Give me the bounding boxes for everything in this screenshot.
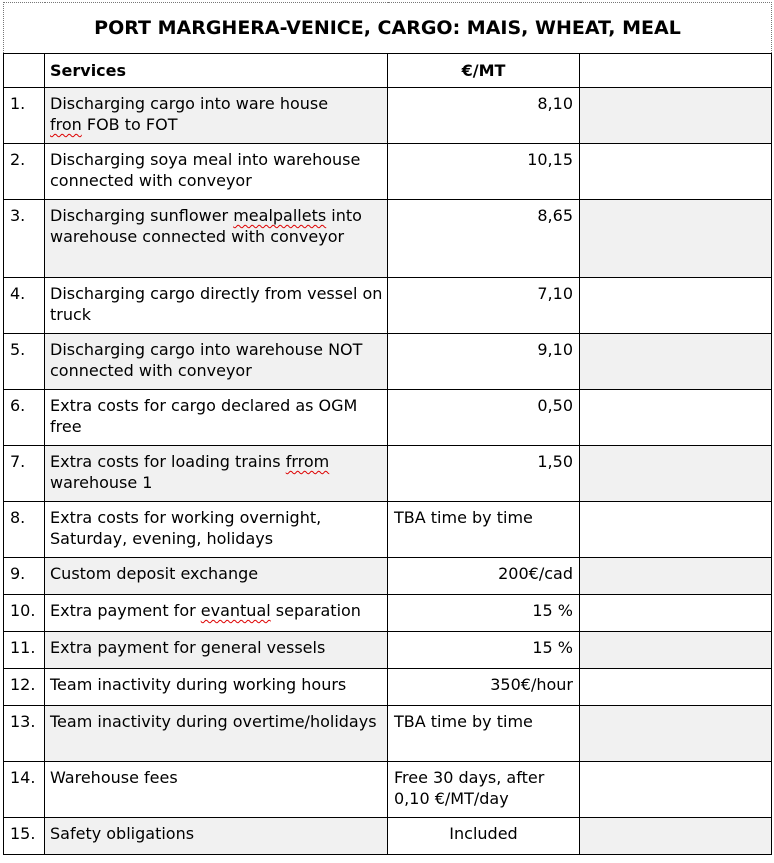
table-row <box>4 502 772 558</box>
table-row <box>4 334 772 390</box>
row-extra <box>580 390 772 446</box>
row-extra <box>580 632 772 669</box>
service-text: Extra payment for <box>50 601 201 620</box>
row-price: 350€/hour <box>388 669 580 706</box>
header-services: Services <box>45 54 388 88</box>
row-number: 5. <box>4 334 45 390</box>
row-service: Safety obligations <box>45 818 388 855</box>
row-extra <box>580 144 772 200</box>
service-text: Discharging cargo into ware house <box>50 94 329 113</box>
row-extra <box>580 706 772 762</box>
row-extra <box>580 762 772 818</box>
service-text: separation <box>270 601 361 620</box>
row-price: 8,10 <box>388 88 580 144</box>
header-extra-cell <box>580 54 772 88</box>
spellcheck-word: evantual <box>200 601 271 620</box>
row-price: 8,65 <box>388 200 580 278</box>
row-price: 0,50 <box>388 390 580 446</box>
row-number: 11. <box>4 632 45 669</box>
row-service: Extra costs for cargo declared as OGM free <box>45 390 388 446</box>
services-table <box>3 2 772 855</box>
row-number: 2. <box>4 144 45 200</box>
row-price: TBA time by time <box>388 502 580 558</box>
table-row <box>4 390 772 446</box>
row-number: 15. <box>4 818 45 855</box>
header-price: €/MT <box>388 54 580 88</box>
row-price: TBA time by time <box>388 706 580 762</box>
row-price: Free 30 days, after 0,10 €/MT/day <box>388 762 580 818</box>
row-extra <box>580 502 772 558</box>
table-row <box>4 632 772 669</box>
table-row <box>4 278 772 334</box>
row-service: Warehouse fees <box>45 762 388 818</box>
spellcheck-word: frrom <box>285 452 330 471</box>
row-price: 9,10 <box>388 334 580 390</box>
service-text: Extra costs for loading trains <box>50 452 286 471</box>
row-number: 6. <box>4 390 45 446</box>
row-price: 15 % <box>388 595 580 632</box>
row-service: Team inactivity during working hours <box>45 669 388 706</box>
table-row <box>4 818 772 855</box>
row-number: 14. <box>4 762 45 818</box>
row-number: 7. <box>4 446 45 502</box>
row-service: Discharging soya meal into warehouse connected with conveyor <box>45 144 388 200</box>
row-price: 15 % <box>388 632 580 669</box>
row-service <box>45 88 388 144</box>
row-price: 10,15 <box>388 144 580 200</box>
document <box>3 2 771 855</box>
service-text: Discharging sunflower <box>50 206 234 225</box>
service-text: FOB to FOT <box>81 115 178 134</box>
row-service <box>45 446 388 502</box>
table-row <box>4 669 772 706</box>
row-price: 200€/cad <box>388 558 580 595</box>
row-number: 13. <box>4 706 45 762</box>
row-price: Included <box>388 818 580 855</box>
table-row <box>4 200 772 278</box>
row-service: Discharging cargo into warehouse NOT connected with conveyor <box>45 334 388 390</box>
service-text: into warehouse connected with conveyor <box>50 206 362 246</box>
row-service: Discharging cargo directly from vessel on truck <box>45 278 388 334</box>
table-row <box>4 595 772 632</box>
page-title: PORT MARGHERA-VENICE, CARGO: MAIS, WHEAT, MEAL <box>4 3 772 54</box>
table-row <box>4 88 772 144</box>
table-header <box>4 54 772 88</box>
table-row <box>4 446 772 502</box>
row-number: 8. <box>4 502 45 558</box>
service-text: warehouse 1 <box>50 473 153 492</box>
row-service: Extra costs for working overnight, Saturday, evening, holidays <box>45 502 388 558</box>
row-extra <box>580 558 772 595</box>
header-num-cell <box>4 54 45 88</box>
row-service: Extra payment for general vessels <box>45 632 388 669</box>
row-service <box>45 200 388 278</box>
table-row <box>4 706 772 762</box>
row-extra <box>580 334 772 390</box>
row-number: 12. <box>4 669 45 706</box>
spellcheck-word: mealpallets <box>233 206 327 225</box>
spellcheck-word: fron <box>50 115 82 134</box>
row-price: 1,50 <box>388 446 580 502</box>
row-number: 4. <box>4 278 45 334</box>
row-number: 10. <box>4 595 45 632</box>
row-extra <box>580 200 772 278</box>
row-extra <box>580 88 772 144</box>
row-extra <box>580 818 772 855</box>
table-row <box>4 558 772 595</box>
row-number: 3. <box>4 200 45 278</box>
row-price: 7,10 <box>388 278 580 334</box>
row-extra <box>580 278 772 334</box>
row-service <box>45 595 388 632</box>
row-extra <box>580 595 772 632</box>
row-extra <box>580 669 772 706</box>
row-number: 1. <box>4 88 45 144</box>
table-row <box>4 762 772 818</box>
row-extra <box>580 446 772 502</box>
table-row <box>4 144 772 200</box>
row-number: 9. <box>4 558 45 595</box>
row-service: Team inactivity during overtime/holidays <box>45 706 388 762</box>
row-service: Custom deposit exchange <box>45 558 388 595</box>
